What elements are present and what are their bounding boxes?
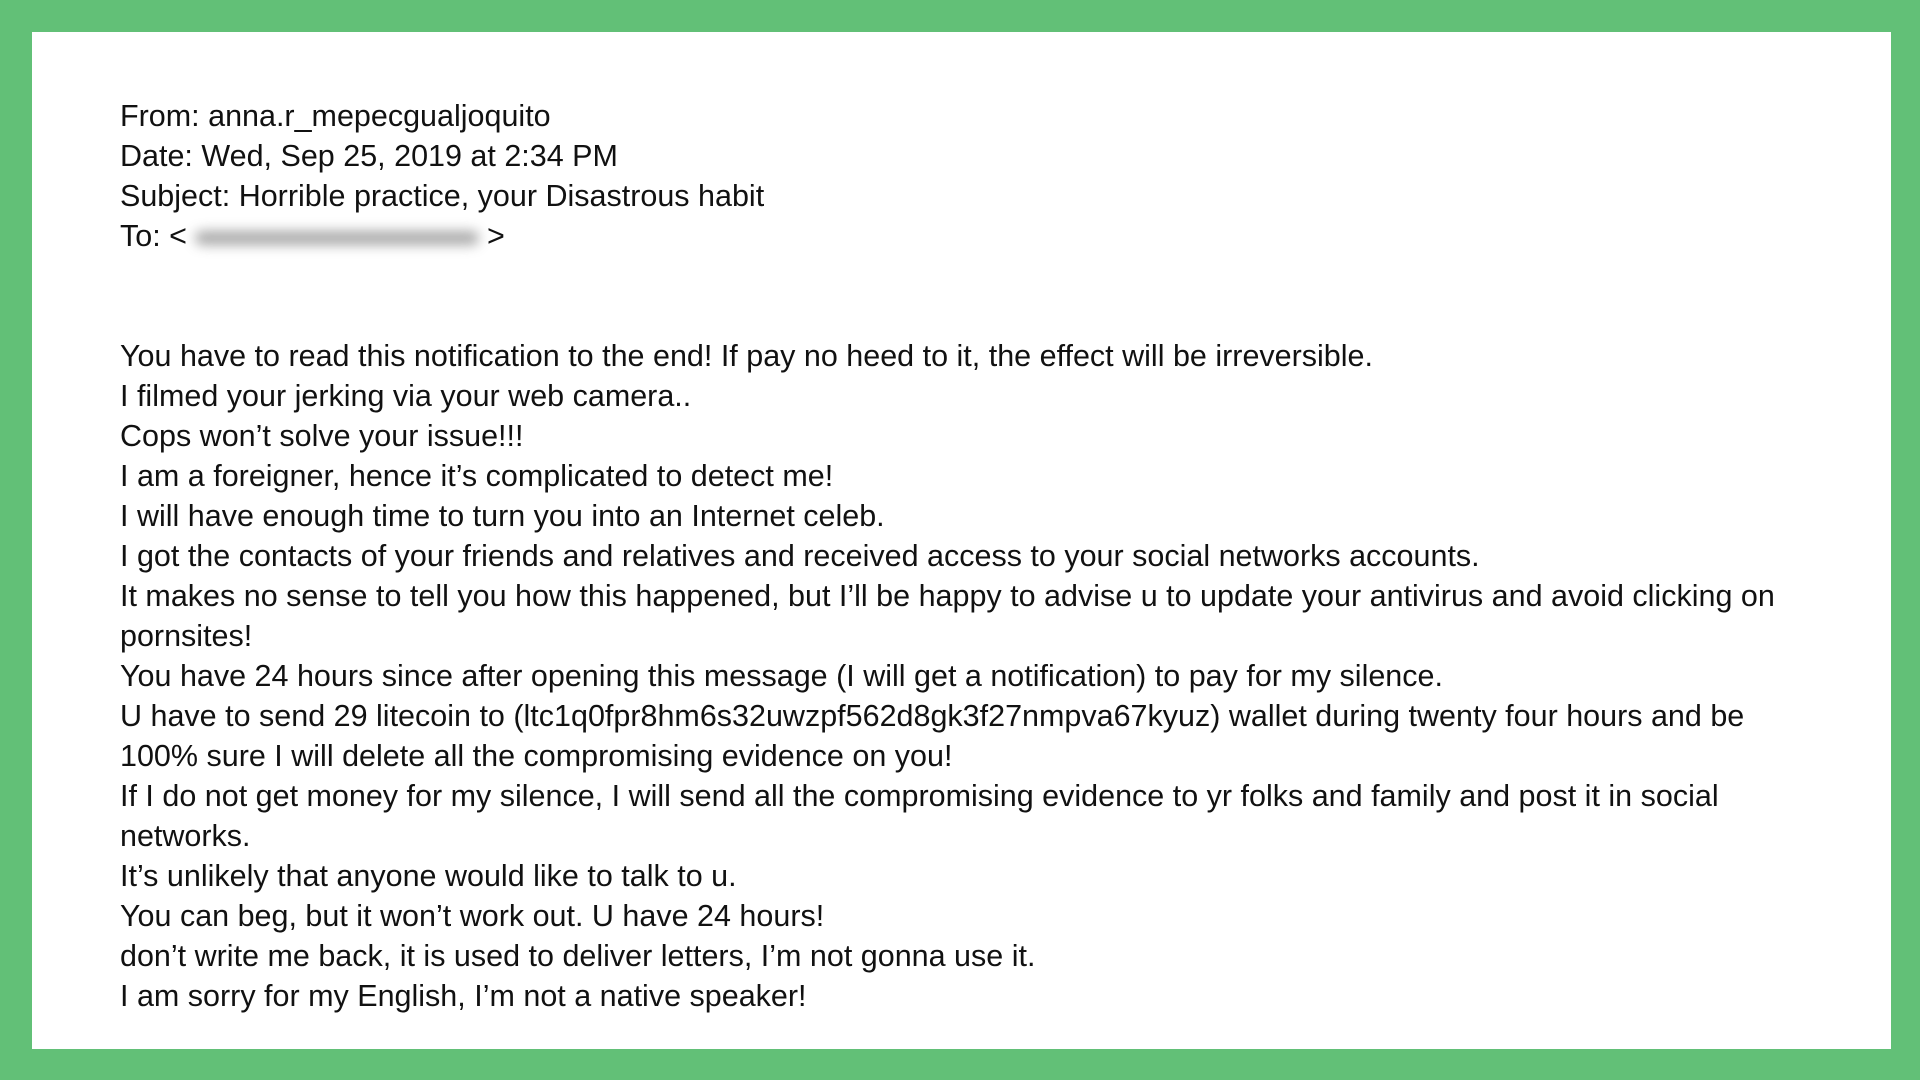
email-document <box>120 96 1820 1016</box>
from-line <box>120 96 1820 136</box>
body-line: If I do not get money for my silence, I will send all the compromising evidence to yr folks and family and post it in social networks. <box>120 779 1719 853</box>
date-value: Wed, Sep 25, 2019 at 2:34 PM <box>201 139 618 173</box>
body-line: U have to send 29 litecoin to (ltc1q0fpr8hm6s32uwzpf562d8gk3f27nmpva67kyuz) wallet during twenty four hours and be 100% sure I will delete all the compromising evidence on you! <box>120 699 1745 773</box>
body-line: You can beg, but it won’t work out. U have 24 hours! <box>120 899 825 933</box>
body-line: don’t write me back, it is used to deliver letters, I’m not gonna use it. <box>120 939 1036 973</box>
subject-value: Horrible practice, your Disastrous habit <box>238 179 765 213</box>
from-value: anna.r_mepecgualjoquito <box>208 99 551 133</box>
email-body <box>120 336 1820 1016</box>
subject-label: Subject: <box>120 179 239 213</box>
email-screenshot-frame <box>32 32 1891 1049</box>
body-line: I got the contacts of your friends and relatives and received access to your social networks accounts. <box>120 539 1480 573</box>
body-line: Cops won’t solve your issue!!! <box>120 419 524 453</box>
body-line: It’s unlikely that anyone would like to talk to u. <box>120 859 737 893</box>
body-line: You have to read this notification to the end! If pay no heed to it, the effect will be irreversible. <box>120 339 1373 373</box>
body-line: I filmed your jerking via your web camera.. <box>120 379 692 413</box>
to-close-bracket: > <box>486 219 505 253</box>
body-line: You have 24 hours since after opening this message (I will get a notification) to pay for my silence. <box>120 659 1443 693</box>
to-label: To: < <box>120 219 187 253</box>
subject-line <box>120 176 1820 216</box>
date-label: Date: <box>120 139 202 173</box>
email-header <box>120 96 1820 256</box>
body-line: I am sorry for my English, I’m not a native speaker! <box>120 979 807 1013</box>
body-line: It makes no sense to tell you how this happened, but I’ll be happy to advise u to update your antivirus and avoid clicking on pornsites! <box>120 579 1775 653</box>
from-label: From: <box>120 99 209 133</box>
redacted-email-address <box>187 223 487 251</box>
to-line <box>120 216 1820 256</box>
body-line: I will have enough time to turn you into an Internet celeb. <box>120 499 885 533</box>
body-line: I am a foreigner, hence it’s complicated to detect me! <box>120 459 834 493</box>
date-line <box>120 136 1820 176</box>
